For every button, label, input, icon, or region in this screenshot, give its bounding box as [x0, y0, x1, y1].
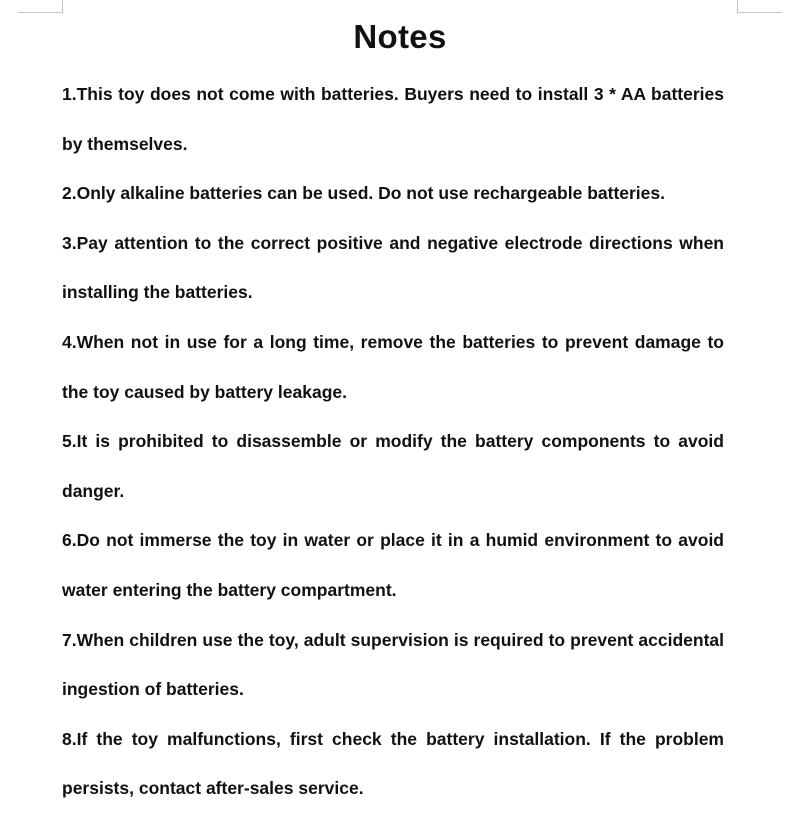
note-item: 3.Pay attention to the correct positive and negative electrode directions when installing the batteries. [62, 232, 724, 303]
note-item: 2.Only alkaline batteries can be used. Do not use rechargeable batteries. [62, 183, 665, 204]
note-item: 7.When children use the toy, adult supervision is required to prevent accidental ingestion of batteries. [62, 629, 724, 700]
page-corner-mark-top-left-line [18, 12, 62, 13]
note-item: 4.When not in use for a long time, remove the batteries to prevent damage to the toy caused by battery leakage. [62, 331, 724, 402]
note-item: 1.This toy does not come with batteries. Buyers need to install 3 * AA batteries by themselves. [62, 84, 724, 154]
notes-list [62, 70, 724, 814]
page-corner-mark-top-right-line [738, 12, 782, 13]
note-item: 5.It is prohibited to disassemble or modify the battery components to avoid danger. [62, 431, 724, 501]
note-item: 8.If the toy malfunctions, first check the battery installation. If the problem persists, contact after-sales service. [62, 728, 724, 799]
note-item: 6.Do not immerse the toy in water or place it in a humid environment to avoid water entering the battery compartment. [62, 530, 724, 600]
page-title: Notes [353, 18, 447, 55]
